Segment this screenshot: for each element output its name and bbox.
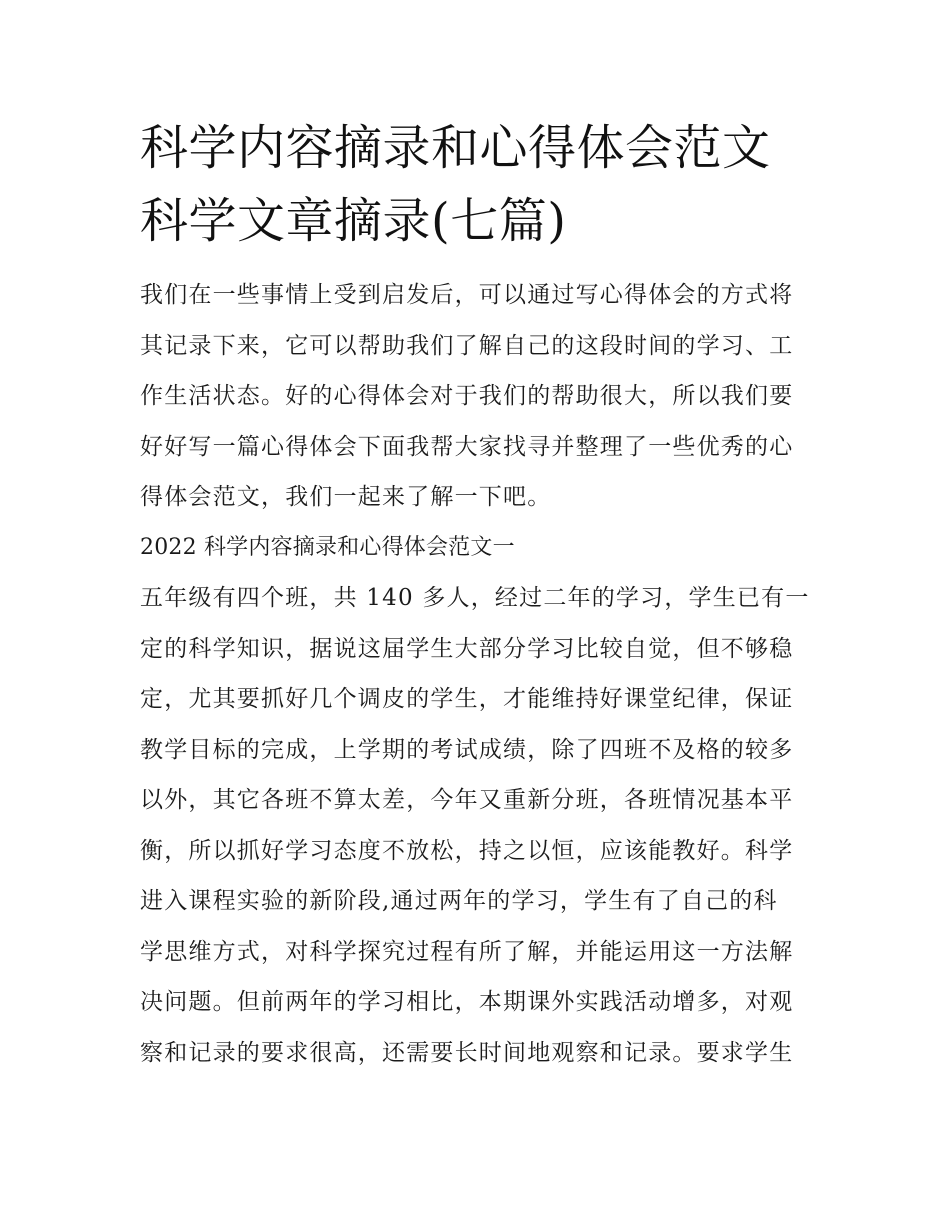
section-heading: 2022 科学内容摘录和心得体会范文一 <box>140 534 515 560</box>
text-line: 其记录下来，它可以帮助我们了解自己的这段时间的学习、工 <box>140 332 794 359</box>
body-paragraph <box>140 573 815 1078</box>
document-title <box>140 112 815 258</box>
text-line: 好好写一篇心得体会下面我帮大家找寻并整理了一些优秀的心 <box>140 433 794 460</box>
text-line: 我们在一些事情上受到启发后，可以通过写心得体会的方式将 <box>140 282 794 308</box>
text-line: 以外，其它各班不算太差，今年又重新分班，各班情况基本平 <box>140 787 794 813</box>
text-line: 学思维方式，对科学探究过程有所了解，并能运用这一方法解 <box>140 938 794 965</box>
text-line: 定的科学知识，据说这届学生大部分学习比较自觉，但不够稳 <box>140 635 794 662</box>
text-line: 得体会范文，我们一起来了解一下吧。 <box>140 484 552 510</box>
text-line: 决问题。但前两年的学习相比，本期课外实践活动增多，对观 <box>140 989 794 1015</box>
text-line: 定，尤其要抓好几个调皮的学生，才能维持好课堂纪律，保证 <box>140 686 794 712</box>
text-line: 教学目标的完成，上学期的考试成绩，除了四班不及格的较多 <box>140 736 794 763</box>
title-line-1: 科学内容摘录和心得体会范文 <box>140 120 771 176</box>
text-line: 衡，所以抓好学习态度不放松，持之以恒，应该能教好。科学 <box>140 837 794 864</box>
text-line: 作生活状态。好的心得体会对于我们的帮助很大，所以我们要 <box>140 383 794 409</box>
text-line: 进入课程实验的新阶段,通过两年的学习，学生有了自己的科 <box>140 888 778 914</box>
document-page <box>140 112 815 1078</box>
text-line: 察和记录的要求很高，还需要长时间地观察和记录。要求学生 <box>140 1039 794 1066</box>
intro-paragraph <box>140 270 815 523</box>
text-line: 五年级有四个班，共 140 多人，经过二年的学习，学生已有一 <box>140 585 810 611</box>
title-line-2: 科学文章摘录(七篇) <box>140 193 567 249</box>
